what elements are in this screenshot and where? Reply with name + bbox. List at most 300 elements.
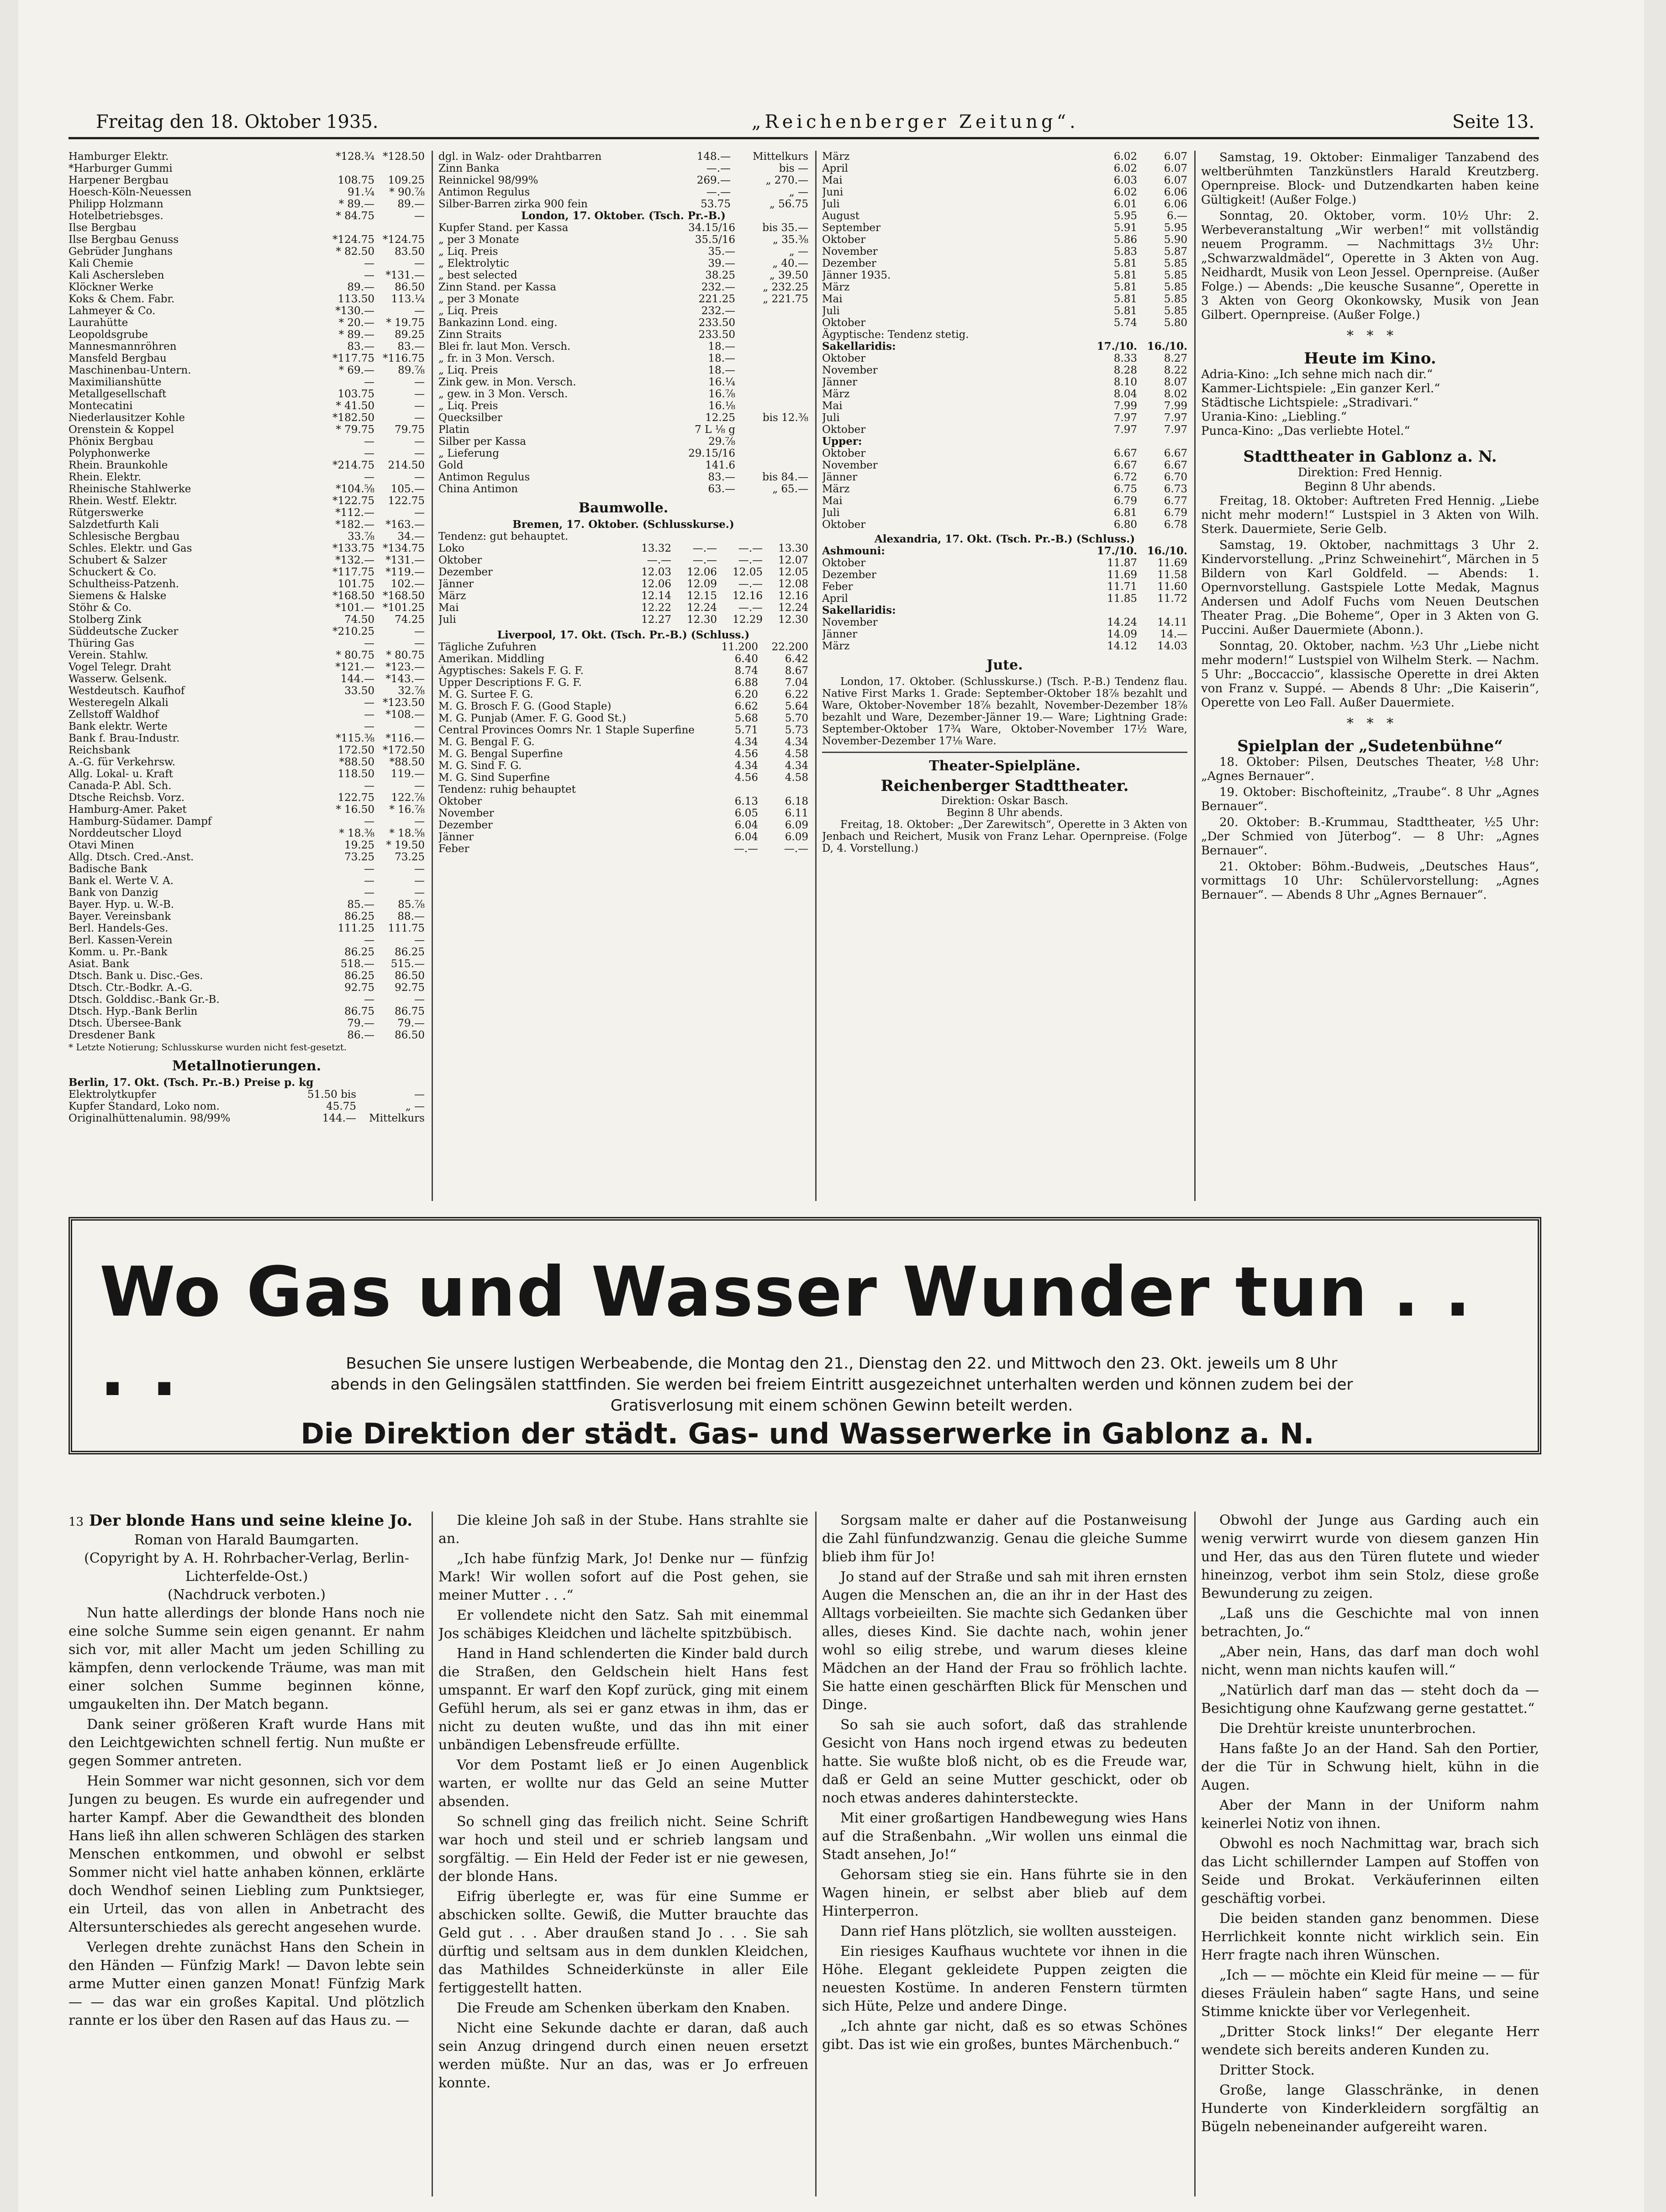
row-value: *88.50: [389, 756, 425, 768]
ashmouni-table: [822, 545, 1187, 605]
table-row: [69, 269, 425, 281]
row-value: 144.—: [340, 673, 374, 685]
row-value: 73.25: [344, 851, 374, 863]
row-label: April: [822, 593, 849, 605]
row-value: —.—: [706, 186, 731, 198]
row-value: 11.200: [721, 641, 758, 653]
bremen-tendency: Tendenz: gut behauptet.: [438, 531, 569, 542]
theater-program-column: [1201, 151, 1539, 1201]
table-row: [438, 400, 808, 412]
row-label: Bankazinn Lond. eing.: [438, 317, 558, 329]
row-value: * 89.—: [338, 329, 374, 341]
table-row: [438, 341, 808, 353]
table-row: [69, 293, 425, 305]
row-value: 39.—: [708, 258, 735, 269]
table-row: [69, 922, 425, 934]
row-label: Süddeutsche Zucker: [69, 626, 179, 637]
row-label: Jänner 1935.: [822, 269, 891, 281]
row-value: 85.⅞: [398, 899, 425, 911]
novel-paragraph: Obwohl der Junge aus Garding auch ein wenig verwirrt wurde von diesem ganzen Hin und Her, das aus den Türen flutete und wieder hineinzog, verbot ihm sein Stolz, diese große Bewunderung zu zeigen.: [1201, 1512, 1539, 1601]
table-row: [438, 281, 808, 293]
row-value: 6.03: [1113, 174, 1137, 186]
row-value: „ 232.25: [763, 281, 808, 293]
row-label: Hotelbetriebsges.: [69, 210, 163, 222]
row-value: 86.—: [347, 1029, 374, 1041]
row-value: 6.—: [1167, 210, 1187, 222]
row-label: Bayer. Hyp. u. W.-B.: [69, 899, 174, 911]
row-value: 113.50: [337, 293, 374, 305]
row-value: *210.25: [332, 626, 374, 637]
row-label: Central Provinces Oomrs Nr. 1 Staple Superfine: [438, 724, 695, 736]
row-value: 4.58: [785, 748, 808, 760]
sakellaridis2-head: Sakellaridis:: [822, 604, 896, 616]
row-label: Platin: [438, 424, 469, 436]
cotton-jute-theater-column: [822, 151, 1187, 1201]
table-row: [69, 459, 425, 471]
row-label: Berl. Handels-Ges.: [69, 922, 169, 934]
row-label: Reinnickel 98/99%: [438, 174, 538, 186]
row-label: Canada-P. Abl. Sch.: [69, 780, 172, 792]
row-label: „ Liq. Preis: [438, 400, 498, 412]
table-row: [438, 819, 808, 831]
table-row: [69, 982, 425, 994]
table-row: [822, 376, 1187, 388]
row-value: bis 12.⅜: [762, 412, 808, 424]
row-label: Zellstoff Waldhof: [69, 709, 159, 721]
row-value: 5.68: [734, 712, 758, 724]
row-value: Mittelkurs: [753, 151, 808, 163]
novel-paragraph: Dank seiner größeren Kraft wurde Hans mit den Leichtgewichten schnell fertig. Nun mußte er gegen Sommer antreten.: [69, 1717, 425, 1769]
novel-paragraph: „Ich habe fünfzig Mark, Jo! Denke nur — fünfzig Mark! Wir wollen sofort auf die Post gehen, sie meiner Mutter . . .“: [438, 1551, 808, 1603]
row-value: 13.32: [641, 542, 671, 554]
row-value: 7.97: [1113, 424, 1137, 436]
row-label: Bank von Danzig: [69, 887, 158, 899]
sudeten-program: 20. Oktober: B.-Krummau, Stadttheater, ½5 Uhr: „Der Schmied von Jüterbog“. — 8 Uhr: „Agnes Bernauer“.: [1201, 816, 1539, 858]
row-value: —: [364, 780, 374, 792]
cotton-title: Baumwolle.: [578, 500, 669, 516]
row-value: 7 L ⅛ g: [695, 424, 735, 436]
row-label: „ Liq. Preis: [438, 246, 498, 258]
row-value: *115.⅜: [335, 732, 374, 744]
table-row: [438, 412, 808, 424]
row-value: —.—: [738, 578, 763, 590]
sudeten-program: 21. Oktober: Böhm.-Budweis, „Deutsches Haus“, vormittags 10 Uhr: Schülervorstellung: „Agnes Bernauer“. — Abends 8 Uhr „Agnes Bernauer“.: [1201, 860, 1539, 902]
row-value: 86.75: [395, 1006, 425, 1017]
row-value: 12.06: [641, 578, 671, 590]
row-value: 86.25: [344, 946, 374, 958]
table-row: [69, 234, 425, 246]
novel-text: [69, 1604, 425, 2030]
novel-paragraph: Die kleine Joh saß in der Stube. Hans strahlte sie an.: [438, 1512, 808, 1547]
row-label: Elektrolytkupfer: [69, 1089, 156, 1101]
row-label: Westdeutsch. Kaufhof: [69, 685, 185, 697]
table-row: [438, 258, 808, 269]
row-value: [735, 329, 808, 341]
row-value: 12.15: [687, 590, 717, 602]
row-value: *101.25: [383, 602, 425, 614]
row-value: * 80.75: [336, 649, 374, 661]
row-value: 12.30: [687, 614, 717, 626]
novel-paragraph: Dritter Stock.: [1219, 2062, 1315, 2078]
upper-table: [822, 448, 1187, 531]
row-label: Schubert & Salzer: [69, 554, 167, 566]
novel-paragraph: Nun hatte allerdings der blonde Hans noch nie eine solche Summe sein eigen genannt. Er nahm sich vor, mit aller Macht um jeden Schilling zu kämpfen, denn verlockende Träume, was man mit einer solchen Summe beginnen könne, umgaukelten ihn. Der Match begann.: [69, 1605, 425, 1712]
row-value: 89.—: [397, 198, 425, 210]
row-label: Ilse Bergbau Genuss: [69, 234, 179, 246]
row-label: März: [438, 590, 466, 602]
table-row: [69, 709, 425, 721]
row-value: „ 270.—: [765, 174, 808, 186]
row-value: 91.¼: [348, 186, 374, 198]
novel-paragraph: „Ich — — möchte ein Kleid für meine — — für dieses Fräulein haben“ sagte Hans, und seine Stimme knickte über vor Verlegenheit.: [1201, 1967, 1539, 2020]
row-value: 79.75: [395, 424, 425, 436]
row-value: 12.30: [778, 614, 808, 626]
alexandria-head: Alexandria, 17. Okt. (Tsch. Pr.-B.) (Schluss.): [874, 533, 1135, 545]
table-row: [438, 665, 808, 677]
table-row: [69, 827, 425, 839]
row-value: 86.25: [344, 970, 374, 982]
row-value: —: [414, 412, 425, 424]
row-label: M. G. Brosch F. G. (Good Staple): [438, 700, 612, 712]
row-value: [735, 448, 808, 459]
row-label: Oktober: [822, 353, 866, 364]
row-value: 103.75: [337, 388, 374, 400]
row-value: 6.04: [734, 819, 758, 831]
row-value: 5.85: [1164, 269, 1187, 281]
row-value: 5.64: [785, 700, 808, 712]
row-label: Mansfeld Bergbau: [69, 353, 167, 364]
row-value: 8.07: [1164, 376, 1187, 388]
table-row: [69, 400, 425, 412]
table-row: [69, 887, 425, 899]
row-value: 5.81: [1113, 293, 1137, 305]
table-row: [438, 459, 808, 471]
row-label: Rheinische Stahlwerke: [69, 483, 191, 495]
row-label: Sakellaridis:: [822, 341, 896, 353]
row-value: —: [364, 258, 374, 269]
table-row: [69, 602, 425, 614]
row-value: [735, 436, 808, 448]
table-row: [69, 424, 425, 436]
table-row: [822, 569, 1187, 581]
novel-paragraph: Ein riesiges Kaufhaus wuchtete vor ihnen in die Höhe. Elegant gekleidete Puppen zeigten die neuesten Kostüme. In anderen Fenstern türmten sich Hüte, Pelze und andere Dinge.: [822, 1943, 1187, 2014]
jute-report: London, 17. Oktober. (Schlusskurse.) (Tsch. P.-B.) Tendenz flau. Native First Marks 1. Grade: September-Oktober 18⅞ bezahlt und Ware, Oktober-November 18⅞ bezahlt, November-Dezember 18⅞ bezahlt und Ware, Dezember-Jänner 19.— Ware; Lightning Grade: September-Oktober 17¾ Ware, Oktober-November 17½ Ware, November-Dezember 17⅛ Ware.: [822, 676, 1187, 747]
row-value: 16.⅞: [708, 388, 735, 400]
row-value: —: [414, 210, 425, 222]
table-row: [69, 590, 425, 602]
row-label: Norddeutscher Lloyd: [69, 827, 182, 839]
row-value: 5.74: [1113, 317, 1137, 329]
row-label: Rhein. Braunkohle: [69, 459, 168, 471]
row-value: *143.—: [385, 673, 425, 685]
row-value: 86.50: [395, 970, 425, 982]
row-label: März: [822, 483, 850, 495]
row-label: Oktober: [438, 795, 482, 807]
row-label: A.-G. für Verkehrsw.: [69, 756, 176, 768]
table-row: [69, 697, 425, 709]
row-value: 4.56: [734, 748, 758, 760]
table-row: [822, 507, 1187, 519]
row-value: 35.5/16: [695, 234, 735, 246]
row-value: 5.85: [1164, 305, 1187, 317]
novel-paragraph: Hein Sommer war nicht gesonnen, sich vor dem Jungen zu beugen. Es wurde ein aufregender und harter Kampf. Aber die Gewandtheit des blonden Hans ließ ihn allen schweren Schlägen des starken Menschen entkommen, und obwohl er selbst Sommer nicht viel hatte anhaben können, erklärte doch Wendhof seinen Liebling zum Punktsieger, ein Urteil, das von allen in Anbetracht des Altersunterschiedes als gerecht angesehen wurde.: [69, 1773, 425, 1935]
row-value: —: [414, 780, 425, 792]
novel-paragraph: Dann rief Hans plötzlich, sie wollten aussteigen.: [840, 1923, 1177, 1939]
row-value: 6.09: [785, 831, 808, 843]
row-value: —: [364, 994, 374, 1006]
row-value: —: [364, 269, 374, 281]
row-value: 11.69: [1157, 557, 1187, 569]
table-row: [69, 744, 425, 756]
row-value: 5.91: [1113, 222, 1137, 234]
row-value: * 18.⅜: [339, 827, 374, 839]
row-value: 144.—: [322, 1112, 356, 1124]
row-value: 83.50: [395, 246, 425, 258]
row-value: 53.75: [701, 198, 731, 210]
sakellaridis-table: [822, 341, 1187, 436]
row-value: *116.—: [385, 732, 425, 744]
row-value: 14.—: [1160, 628, 1187, 640]
row-value: 7.97: [1164, 412, 1187, 424]
gablonz-program: Samstag, 19. Oktober, nachmittags 3 Uhr 2. Kindervorstellung. „Prinz Schweinehirt“, Märchen in 5 Bildern von Karl Goldfeld. — Abends: 1. Opernvorstellung. Gastspiele Lotte Medak, Magnus Andersen und Adolf Fuchs vom Neuen Deutschen Theater Prag. „Die Boheme“, Oper in 3 Akten von G. Puccini. Außer Dauermiete (Abonn.).: [1201, 538, 1539, 637]
row-label: Jänner: [438, 578, 474, 590]
row-value: —: [414, 436, 425, 448]
row-label: „ per 3 Monate: [438, 293, 519, 305]
row-value: „ 39.50: [769, 269, 808, 281]
row-label: Zinn Banka: [438, 163, 500, 174]
row-value: „ 35.⅜: [772, 234, 808, 246]
cotton-months-table: [822, 151, 1187, 329]
row-label: Harpener Bergbau: [69, 174, 169, 186]
novel-paragraph: Nicht eine Sekunde dachte er daran, daß auch sein Anzug dringend durch einen neuen ersetzt werden müßte. Nur an das, was er Jo erfreuen konnte.: [438, 2020, 808, 2091]
row-value: 269.—: [696, 174, 731, 186]
gas-water-advertisement: [69, 1217, 1541, 1454]
row-label: November: [822, 364, 878, 376]
row-label: „ Liq. Preis: [438, 305, 498, 317]
table-row: [822, 174, 1187, 186]
metals-berlin-head: Berlin, 17. Okt. (Tsch. Pr.-B.) Preise p. kg: [69, 1076, 314, 1089]
row-value: —.—: [784, 843, 808, 855]
row-label: November: [438, 807, 494, 819]
row-value: 86.75: [344, 1006, 374, 1017]
table-row: [438, 174, 808, 186]
row-value: —: [364, 436, 374, 448]
row-value: 11.71: [1107, 581, 1137, 593]
row-value: 63.—: [708, 483, 735, 495]
row-label: Reichsbank: [69, 744, 130, 756]
row-value: *119.—: [385, 566, 425, 578]
table-row: [822, 593, 1187, 605]
row-value: 12.07: [778, 554, 808, 566]
row-value: 6.88: [734, 677, 758, 689]
novel-paragraph: Jo stand auf der Straße und sah mit ihren ernsten Augen die Menschen an, die an ihr in der Hast des Alltags vorbeieilten. Sie machte sich Gedanken über alles, dieses Kind. Sie dachte nach, wohin jener wohl so eilig strebe, und warum dieses kleine Mädchen an der Hand der Frau so fröhlich lachte. Sie hatte einen geschärften Blick für Menschen und Dinge.: [822, 1569, 1187, 1713]
row-label: Badische Bank: [69, 863, 148, 875]
table-row: [822, 151, 1187, 163]
row-value: 5.71: [734, 724, 758, 736]
table-row: [438, 293, 808, 305]
program-sunday: Sonntag, 20. Oktober, vorm. 10½ Uhr: 2. Werbeveranstaltung „Wir werben!“ mit vollständig neuem Programm. — Nachmittags 3½ Uhr: „Schwarzwaldmädel“, Operette in 3 Akten von Aug. Neidhardt, Musik von Leon Jessel. Opernpreise. (Außer Folge.) — Abends: „Die keusche Susanne“, Operette in 3 Akten von Georg Okonkowsky, Musik von Jean Gilbert. Opernpreise. (Außer Folge.): [1201, 209, 1539, 322]
gablonz-theater-begin: Beginn 8 Uhr abends.: [1304, 480, 1436, 494]
row-value: 119.—: [390, 768, 425, 780]
row-label: Tägliche Zufuhren: [438, 641, 537, 653]
novel-paragraph: Mit einer großartigen Handbewegung wies Hans auf die Straßenbahn. „Wir wollen uns einmal die Stadt ansehen, Jo!“: [822, 1810, 1187, 1863]
stocks-footnote: * Letzte Notierung; Schlusskurse wurden nicht fest-gesetzt.: [69, 1042, 347, 1053]
header-date: Freitag den 18. Oktober 1935.: [96, 111, 379, 132]
sudeten-program: 18. Oktober: Pilsen, Deutsches Theater, ½8 Uhr: „Agnes Bernauer“.: [1201, 755, 1539, 783]
kino-line: Punca-Kino: „Das verliebte Hotel.“: [1201, 424, 1410, 438]
table-row: [69, 1101, 425, 1112]
row-label: Silber-Barren zirka 900 fein: [438, 198, 588, 210]
table-row: [438, 795, 808, 807]
row-value: 6.18: [785, 795, 808, 807]
stock-list: [69, 151, 425, 1041]
row-value: *130.—: [335, 305, 374, 317]
row-label: „ per 3 Monate: [438, 234, 519, 246]
ad-headline: Wo Gas und Wasser Wunder tun . . . .: [100, 1253, 1472, 1411]
table-row: [822, 246, 1187, 258]
table-row: [438, 554, 808, 566]
table-row: [438, 542, 808, 554]
row-value: 8.02: [1164, 388, 1187, 400]
row-value: *128.¾: [335, 151, 374, 163]
row-value: 6.02: [1113, 163, 1137, 174]
row-value: 5.85: [1164, 293, 1187, 305]
row-label: M. G. Bengal F. G.: [438, 736, 535, 748]
row-value: —: [364, 887, 374, 899]
row-label: Originalhüttenalumin. 98/99%: [69, 1112, 231, 1124]
table-row: [438, 614, 808, 626]
row-value: [735, 317, 808, 329]
row-label: Jänner: [822, 471, 858, 483]
row-value: —: [414, 934, 425, 946]
row-value: 79.—: [397, 1017, 425, 1029]
row-value: * 19.75: [386, 317, 425, 329]
row-value: 14.03: [1157, 640, 1187, 652]
novel-paragraph: „Ich ahnte gar nicht, daß es so etwas Schönes gibt. Das ist wie ein großes, buntes Märchenbuch.“: [822, 2018, 1187, 2053]
reichenberg-theater-begin: Beginn 8 Uhr abends.: [946, 807, 1063, 819]
row-value: 34.15/16: [688, 222, 735, 234]
row-value: —: [414, 400, 425, 412]
table-row: [438, 700, 808, 712]
table-row: [438, 151, 808, 163]
row-label: Vogel Telegr. Draht: [69, 661, 171, 673]
novel-paragraph: Hans faßte Jo an der Hand. Sah den Portier, der die Tür in Schwung hielt, kühn in die Augen.: [1201, 1741, 1539, 1793]
row-label: November: [822, 459, 878, 471]
row-value: —: [414, 721, 425, 732]
row-value: 11.58: [1157, 569, 1187, 581]
table-row: [822, 258, 1187, 269]
row-value: bis 84.—: [762, 471, 808, 483]
row-value: 5.70: [785, 712, 808, 724]
table-row: [438, 566, 808, 578]
table-row: [69, 448, 425, 459]
row-label: Dtsch. Hyp.-Bank Berlin: [69, 1006, 198, 1017]
row-value: „ 40.—: [772, 258, 808, 269]
table-row: [69, 721, 425, 732]
row-label: Amerikan. Middling: [438, 653, 545, 665]
row-value: * 16.50: [336, 804, 374, 816]
row-value: 8.33: [1113, 353, 1137, 364]
row-value: 11.69: [1107, 569, 1137, 581]
row-value: „ —: [789, 186, 808, 198]
row-value: 233.50: [698, 317, 735, 329]
table-row: [69, 305, 425, 317]
row-label: China Antimon: [438, 483, 518, 495]
row-label: Bayer. Vereinsbank: [69, 911, 171, 922]
row-value: 12.16: [733, 590, 763, 602]
row-label: Allg. Lokal- u. Kraft: [69, 768, 173, 780]
row-value: —: [414, 887, 425, 899]
table-row: [438, 843, 808, 855]
row-value: 6.78: [1164, 519, 1187, 531]
row-value: 214.50: [388, 459, 425, 471]
row-label: März: [822, 281, 850, 293]
novel-paragraph: Vor dem Postamt ließ er Jo einen Augenblick warten, er wollte nur das Geld an seine Mutter absenden.: [438, 1757, 808, 1810]
table-row: [69, 970, 425, 982]
row-value: 12.29: [733, 614, 763, 626]
row-label: Dezember: [438, 566, 493, 578]
row-value: 6.40: [734, 653, 758, 665]
row-value: 85.—: [347, 899, 374, 911]
table-row: [822, 424, 1187, 436]
table-row: [822, 281, 1187, 293]
row-value: 89.25: [395, 329, 425, 341]
table-row: [822, 198, 1187, 210]
table-row: [69, 163, 425, 174]
row-label: Rhein. Westf. Elektr.: [69, 495, 177, 507]
row-label: Maschinenbau-Untern.: [69, 364, 191, 376]
row-value: *124.75: [383, 234, 425, 246]
row-value: —: [414, 637, 425, 649]
row-value: „ 65.—: [772, 483, 808, 495]
row-label: dgl. in Walz- oder Drahtbarren: [438, 151, 602, 163]
table-row: [69, 661, 425, 673]
row-value: —: [364, 471, 374, 483]
jute-title: Jute.: [986, 657, 1023, 673]
row-label: Asiat. Bank: [69, 958, 129, 970]
row-value: 18.—: [708, 364, 735, 376]
row-value: [735, 341, 808, 353]
row-label: September: [822, 222, 881, 234]
table-row: [822, 483, 1187, 495]
table-row: [438, 388, 808, 400]
table-row: [69, 566, 425, 578]
table-row: [438, 760, 808, 772]
row-label: *Harburger Gummi: [69, 163, 173, 174]
row-value: —: [414, 1089, 425, 1101]
row-value: * 79.75: [336, 424, 374, 436]
table-row: [69, 673, 425, 685]
row-value: *121.—: [335, 661, 374, 673]
gablonz-theater-director: Direktion: Fred Hennig.: [1297, 466, 1443, 479]
row-value: 111.75: [388, 922, 425, 934]
row-value: 5.85: [1164, 281, 1187, 293]
row-value: 221.25: [698, 293, 735, 305]
table-row: [69, 732, 425, 744]
row-value: —.—: [738, 542, 763, 554]
row-value: 6.07: [1164, 174, 1187, 186]
row-label: Phönix Bergbau: [69, 436, 154, 448]
row-value: 12.09: [687, 578, 717, 590]
row-label: Oktober: [822, 424, 866, 436]
row-value: —.—: [692, 554, 717, 566]
row-value: 122.75: [388, 495, 425, 507]
table-row: [69, 329, 425, 341]
novel-copyright: (Copyright by A. H. Rohrbacher-Verlag, Berlin-Lichterfelde-Ost.): [84, 1550, 409, 1585]
row-value: [324, 163, 374, 174]
column-rule: [815, 151, 817, 1201]
row-label: Dtsch. Übersee-Bank: [69, 1017, 181, 1029]
